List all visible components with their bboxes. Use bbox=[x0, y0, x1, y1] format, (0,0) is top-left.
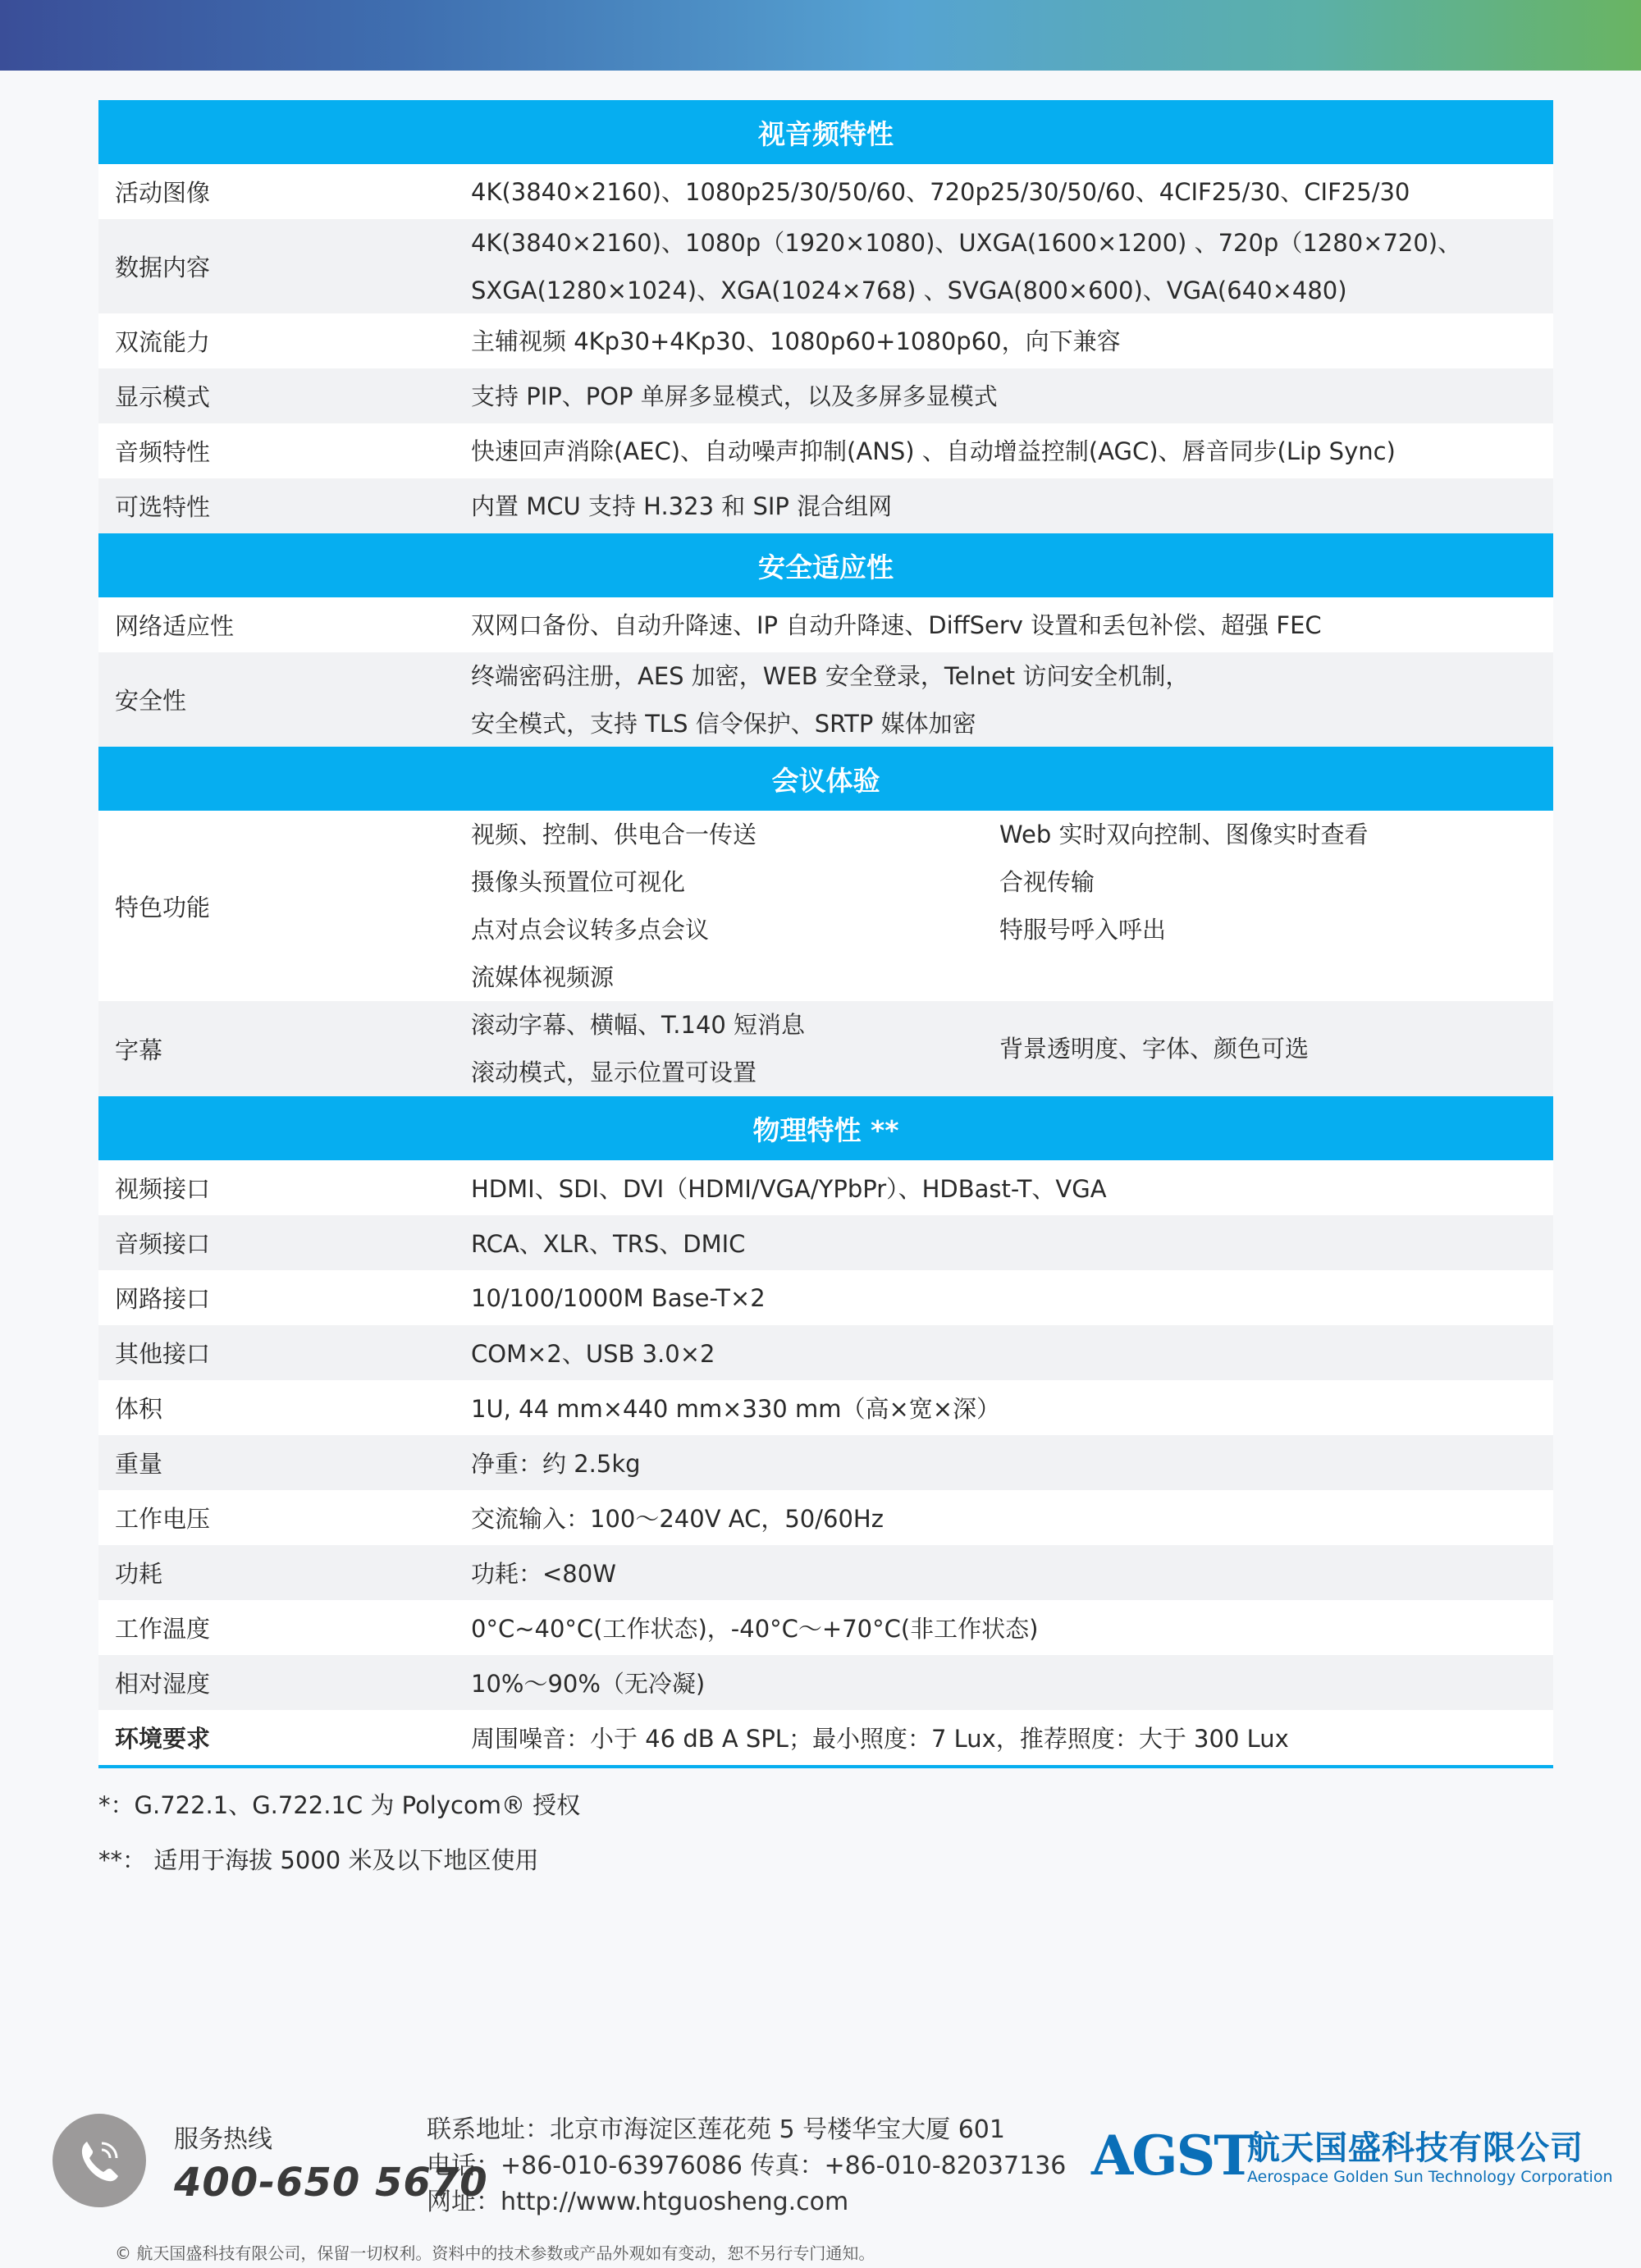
footer bbox=[0, 2101, 1641, 2268]
table-row bbox=[98, 313, 1553, 368]
row-label: 特色功能 bbox=[115, 893, 211, 921]
row-label: 视频接口 bbox=[115, 1175, 211, 1203]
feature-item: 合视传输 bbox=[999, 868, 1095, 896]
feature-item: 视频、控制、供电合一传送 bbox=[471, 821, 757, 848]
row-value: 终端密码注册，AES 加密，WEB 安全登录，Telnet 访问安全机制， bbox=[471, 661, 1190, 690]
row-label: 可选特性 bbox=[115, 493, 211, 521]
row-value: 0°C~40°C(工作状态)，-40°C～+70°C(非工作状态) bbox=[471, 1615, 1039, 1643]
table-row bbox=[98, 1380, 1553, 1435]
row-label: 重量 bbox=[115, 1450, 163, 1478]
table-row bbox=[98, 1710, 1553, 1768]
website-link[interactable]: 网址：http://www.htguosheng.com bbox=[427, 2188, 849, 2216]
table-row bbox=[98, 652, 1553, 747]
row-label: 工作电压 bbox=[115, 1505, 211, 1533]
row-value: 内置 MCU 支持 H.323 和 SIP 混合组网 bbox=[471, 492, 893, 520]
hotline-label: 服务热线 bbox=[174, 2125, 272, 2154]
address-text: 联系地址：北京市海淀区莲花苑 5 号楼华宝大厦 601 bbox=[427, 2115, 1005, 2144]
row-label: 数据内容 bbox=[115, 254, 211, 281]
table-row bbox=[98, 1270, 1553, 1325]
row-value: 交流输入：100～240V AC，50/60Hz bbox=[471, 1505, 884, 1533]
row-value: COM×2、USB 3.0×2 bbox=[471, 1340, 715, 1368]
table-row bbox=[98, 1655, 1553, 1710]
feature-item: Web 实时双向控制、图像实时查看 bbox=[999, 821, 1369, 848]
table-row bbox=[98, 1215, 1553, 1270]
row-value: SXGA(1280×1024)、XGA(1024×768) 、SVGA(800×600)、VGA(640×480) bbox=[471, 276, 1347, 304]
phone-fax-text: 电话：+86-010-63976086 传真：+86-010-82037136 bbox=[427, 2151, 1067, 2180]
subtitle-item: 背景透明度、字体、颜色可选 bbox=[999, 1035, 1310, 1063]
table-row bbox=[98, 423, 1553, 478]
row-value: 功耗：<80W bbox=[471, 1560, 616, 1588]
row-value: 净重：约 2.5kg bbox=[471, 1450, 641, 1478]
row-value: 安全模式，支持 TLS 信令保护、SRTP 媒体加密 bbox=[471, 709, 976, 738]
row-label: 体积 bbox=[115, 1395, 163, 1423]
table-row-subtitles bbox=[98, 1001, 1553, 1096]
row-value: 支持 PIP、POP 单屏多显模式，以及多屏多显模式 bbox=[471, 382, 998, 410]
section-header-meeting bbox=[98, 747, 1553, 811]
row-value: 4K(3840×2160)、1080p25/30/50/60、720p25/30/50/60、4CIF25/30、CIF25/30 bbox=[471, 177, 1410, 206]
feature-item: 点对点会议转多点会议 bbox=[471, 916, 710, 944]
table-row bbox=[98, 164, 1553, 219]
footnotes bbox=[98, 1787, 580, 1897]
subtitle-item: 滚动模式，显示位置可设置 bbox=[471, 1059, 757, 1086]
row-label: 环境要求 bbox=[115, 1725, 211, 1753]
row-label: 网路接口 bbox=[115, 1285, 211, 1313]
table-row bbox=[98, 478, 1553, 533]
row-value: 4K(3840×2160)、1080p（1920×1080)、UXGA(1600×1200) 、720p（1280×720)、 bbox=[471, 228, 1462, 257]
row-value: 1U, 44 mm×440 mm×330 mm（高×宽×深） bbox=[471, 1395, 1001, 1423]
row-label: 活动图像 bbox=[115, 179, 211, 207]
row-label: 音频特性 bbox=[115, 438, 211, 466]
row-value: HDMI、SDI、DVI（HDMI/VGA/YPbPr）、HDBast-T、VGA bbox=[471, 1175, 1107, 1203]
table-row bbox=[98, 1160, 1553, 1215]
row-label: 工作温度 bbox=[115, 1615, 211, 1643]
table-row bbox=[98, 1325, 1553, 1380]
spec-table bbox=[98, 100, 1553, 1768]
hotline-number: 400-650 5670 bbox=[174, 2160, 488, 2206]
table-row bbox=[98, 1545, 1553, 1600]
row-label: 其他接口 bbox=[115, 1340, 211, 1368]
row-label: 音频接口 bbox=[115, 1230, 211, 1258]
phone-icon bbox=[53, 2114, 146, 2207]
section-title: 视音频特性 bbox=[758, 117, 894, 150]
feature-item: 流媒体视频源 bbox=[471, 963, 615, 991]
table-row bbox=[98, 219, 1553, 313]
table-row bbox=[98, 1435, 1553, 1490]
table-row bbox=[98, 1600, 1553, 1655]
row-label: 字幕 bbox=[115, 1036, 163, 1064]
section-header-physical bbox=[98, 1096, 1553, 1160]
row-value: RCA、XLR、TRS、DMIC bbox=[471, 1230, 746, 1258]
table-row bbox=[98, 368, 1553, 423]
footnote: **： 适用于海拔 5000 米及以下地区使用 bbox=[98, 1846, 539, 1874]
company-logo: AGST bbox=[1091, 2124, 1253, 2188]
row-value: 10%～90%（无冷凝) bbox=[471, 1670, 706, 1698]
copyright-text: © 航天国盛科技有限公司，保留一切权利。资料中的技术参数或产品外观如有变动，恕不另行专门通知。 bbox=[115, 2243, 875, 2263]
row-label: 相对湿度 bbox=[115, 1670, 211, 1698]
top-gradient-bar bbox=[0, 0, 1641, 71]
row-value: 10/100/1000M Base-T×2 bbox=[471, 1283, 766, 1312]
section-title: 物理特性 ** bbox=[752, 1113, 899, 1146]
row-value: 主辅视频 4Kp30+4Kp30、1080p60+1080p60，向下兼容 bbox=[471, 327, 1121, 355]
feature-item: 特服号呼入呼出 bbox=[999, 916, 1167, 944]
section-header-av bbox=[98, 100, 1553, 164]
table-row bbox=[98, 597, 1553, 652]
company-name-cn: 航天国盛科技有限公司 bbox=[1247, 2129, 1584, 2167]
section-header-security bbox=[98, 533, 1553, 597]
feature-item: 摄像头预置位可视化 bbox=[471, 868, 686, 896]
section-title: 会议体验 bbox=[771, 764, 880, 797]
footnote: *：G.722.1、G.722.1C 为 Polycom® 授权 bbox=[98, 1791, 581, 1819]
row-label: 双流能力 bbox=[115, 328, 211, 356]
table-row bbox=[98, 1490, 1553, 1545]
row-label: 显示模式 bbox=[115, 383, 211, 411]
row-label: 功耗 bbox=[115, 1560, 163, 1588]
contact-info bbox=[427, 2112, 1066, 2220]
table-row-features bbox=[98, 811, 1553, 1001]
row-label: 网络适应性 bbox=[115, 612, 235, 640]
subtitle-item: 滚动字幕、横幅、T.140 短消息 bbox=[471, 1011, 806, 1039]
row-value: 快速回声消除(AEC)、自动噪声抑制(ANS) 、自动增益控制(AGC)、唇音同步(Lip Sync) bbox=[471, 437, 1396, 465]
row-value: 周围噪音：小于 46 dB A SPL；最小照度：7 Lux，推荐照度：大于 300 Lux bbox=[471, 1725, 1289, 1753]
section-title: 安全适应性 bbox=[758, 551, 894, 583]
row-value: 双网口备份、自动升降速、IP 自动升降速、DiffServ 设置和丢包补偿、超强 FEC bbox=[471, 610, 1322, 639]
row-label: 安全性 bbox=[115, 687, 187, 715]
company-name-en: Aerospace Golden Sun Technology Corporation bbox=[1247, 2168, 1613, 2186]
